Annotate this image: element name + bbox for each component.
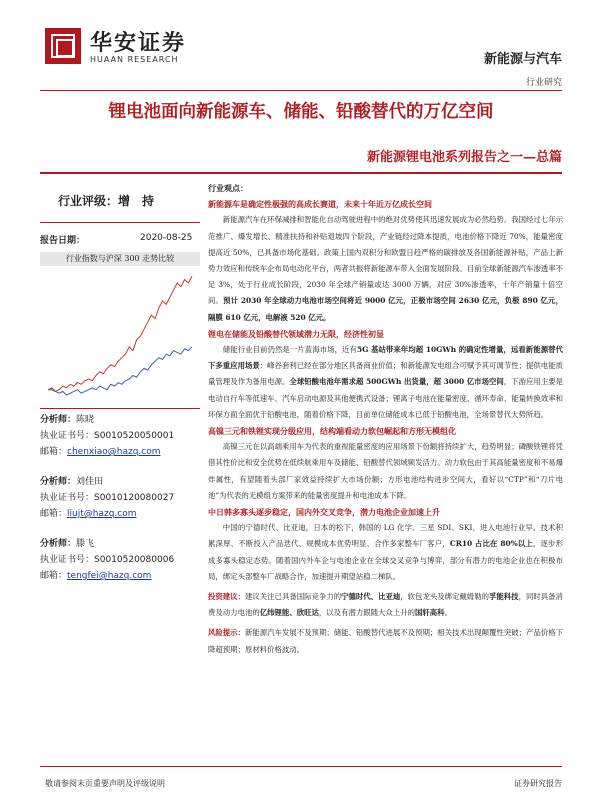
analyst-role: 分析师： [40, 415, 77, 425]
paragraph-text: 新能源汽车发展不及预期；储能、铅酸替代进展不及预期；相关技术出现颠覆性突破；产品价格下降超预期；原材料价格波动。 [208, 628, 563, 654]
highlight-text: 亿纬锂能、欣旺达 [259, 608, 319, 618]
highlight-text: 孚能科技 [489, 592, 519, 602]
analyst-name: 滕飞 [76, 539, 95, 549]
report-date: 2020-08-25 [140, 233, 193, 243]
email-label: 邮箱： [40, 447, 68, 457]
brand-name-en: HUAAN RESEARCH [90, 55, 179, 64]
analyst-block [40, 474, 200, 522]
divider [40, 766, 562, 767]
cert-number: S0010520080006 [94, 555, 175, 565]
analyst-email-row [40, 506, 200, 522]
paragraph-text: ，逐步形成多寡头稳定态势。随着国内外车企与电池企业在全球交叉竞争与博弈，部分有潜力的电池企业也在积极布局，绑定头部整车厂战略合作，加速提升期望站稳二梯队。 [208, 539, 563, 581]
paragraph [208, 212, 563, 325]
paragraph [208, 342, 563, 423]
brand-name: 华安证券 [90, 30, 187, 56]
chart-series-line-0 [48, 276, 192, 391]
invest-label: 投资建议： [208, 592, 245, 602]
rating-value: 增 持 [118, 194, 155, 208]
paragraph-text: ，软包龙头及绑定戴姆勒的 [400, 592, 489, 602]
divider [40, 172, 562, 174]
cert-number: S0010520050001 [94, 431, 175, 441]
paragraph-text: ，下游应用主要是电动自行车等低速车、汽车启动电源及其他便携式设备；锂离子电池在能量密度、循环寿命、能量转换效率和环保方面全面优于铅酸电池，随着价格下降，目前单位储能成本已低于铅酸电池，全场景替代大势所趋。 [208, 377, 563, 419]
paragraph-text: ，以及有潜力跟随大众上升的 [318, 608, 415, 618]
report-type: 行业研究 [525, 78, 562, 88]
risk-label: 风险提示： [208, 628, 245, 638]
section-heading: 中日韩多寡头逐步稳定，国内外交叉竞争，潜力电池企业加速上升 [208, 507, 440, 518]
report-title: 锂电池面向新能源车、储能、铅酸替代的万亿空间 [108, 102, 494, 122]
footer-disclaimer: 敬请参阅末页重要声明及评级说明 [45, 779, 165, 788]
email-label: 邮箱： [40, 509, 68, 519]
highlight-text: 国轩高科 [414, 608, 445, 618]
sector-label: 新能源与汽车 [483, 52, 562, 67]
report-subtitle: 新能源锂电池系列报告之一—总篇 [366, 150, 562, 165]
section-heading: 高镍三元和铁锂实现分级应用，结构端看动力软包崛起和方形无模组化 [208, 426, 456, 437]
analyst-block [40, 536, 200, 584]
paragraph-text: 。 [444, 608, 452, 618]
cert-label: 执业证书号： [40, 493, 95, 503]
highlight-text: 预计 2030 年全球动力电池市场空间将近 9000 亿元，正极市场空间 2630 亿元，负极 890 亿元，隔膜 610 亿元，电解液 520 亿元。 [208, 296, 563, 322]
analyst-name-row [40, 474, 200, 490]
section-heading: 新能源车是确定性极强的高成长赛道，未来十年近万亿成长空间 [208, 199, 432, 210]
analyst-email-link[interactable]: liujt@hazq.com [67, 509, 137, 519]
analyst-email-link[interactable]: tengfei@hazq.com [67, 571, 152, 581]
paragraph-text: ，同时具备消费及动力电池的 [208, 592, 563, 618]
analyst-email-link[interactable]: chenxiao@hazq.com [67, 447, 161, 457]
analyst-email-row [40, 568, 200, 584]
email-label: 邮箱： [40, 571, 68, 581]
paragraph-text: 中国的宁德时代、比亚迪，日本的松下，韩国的 LG 化学、三星 SDI、SKI，进入电池行业早、技术积累深厚、不断投入产品迭代、规模成本优势明显、合作多家整车厂客户， [208, 523, 563, 549]
analyst-cert-row [40, 490, 200, 506]
cert-label: 执业证书号： [40, 555, 95, 565]
chart-series-line-1 [48, 347, 192, 395]
cert-number: S0010120080027 [94, 493, 175, 503]
divider [40, 222, 200, 223]
cert-label: 执业证书号： [40, 431, 95, 441]
footer-label: 证券研究报告 [514, 779, 562, 788]
highlight-text: 宁德时代、比亚迪 [341, 592, 401, 602]
paragraph-text: ：峰谷套利已经在部分地区具备商业价值；和新能源发电组合可赋予其可调节性；提供电能质量管理及作为备用电源。 [208, 361, 563, 387]
paragraph-text: 新能源汽车在环保减排和智能化自动驾驶进程中的绝对优势使其迅速发展成为必然趋势。我国经过七年示范推广、爆发增长、精准扶持和补贴退坡四个阶段，产业链经过降本提质，电池价格下降近 70%，能量密度提高近 50%，已具备市场化基础。政策上国内双积分和欧盟日趋严格的碳排放及各国新能源补贴，产品上新势力效应和传统车企布局电动化平台，两者共振将新能源车带入全面发展阶段。目前全球新能源汽车渗透率不足 3%，处于行业成长阶段，2030 年全球产销量或达 3000 万辆，对应 30%渗透率，十年产销量十倍空间。 [208, 215, 563, 306]
report-body [208, 180, 563, 658]
paragraph: 高镍三元在以高端乘用车为代表的重视能量密度的应用场景下份额将持续扩大，趋势明显；磷酸铁锂将凭借其性价比和安全优势在低续航乘用车及储能、铅酸替代领域频发活力。动力软包由于其高能量密度和不易爆炸属性，有望随着头部厂家效益持续扩大市场份额；方形电池结构进步空间大，看好以“CTP”和“刀片电池”为代表的无模组方案带来的能量密度提升和电池成本下降。 [208, 442, 563, 500]
highlight-text: 5G 基站带来年均超 10GWh 的确定性增量，远看新能源替代下多重应用场景 [208, 345, 563, 371]
analyst-block [40, 412, 200, 460]
analyst-email-row [40, 444, 200, 460]
analyst-cert-row [40, 552, 200, 568]
section-heading: 锂电在储能及铅酸替代领域潜力无限，经济性初显 [208, 328, 384, 339]
index-chart [40, 268, 200, 403]
highlight-text: 全球铅酸电池年需求超 500GWh 出货量，超 3000 亿市场空间 [289, 377, 504, 387]
highlight-text: CR10 占比在 80%以上 [449, 539, 533, 549]
analyst-name: 陈晓 [76, 415, 95, 425]
rating [58, 192, 154, 209]
divider [40, 90, 562, 91]
investment-advice [208, 589, 563, 621]
analyst-name-row [40, 412, 200, 428]
chart-title: 行业指数与沪深 300 走势比较 [40, 252, 200, 266]
analyst-role: 分析师： [40, 539, 77, 549]
analyst-name-row [40, 536, 200, 552]
date-label: 报告日期： [40, 236, 86, 246]
analyst-cert-row [40, 428, 200, 444]
brand-logo [45, 28, 81, 64]
section-label: 行业观点： [208, 183, 248, 193]
rating-label: 行业评级： [58, 194, 119, 208]
analyst-name: 刘佳田 [76, 477, 104, 487]
paragraph [208, 520, 563, 585]
risk-warning [208, 625, 563, 657]
paragraph-text: 储能行业目前仍然是一片蓝海市场，近有 [222, 345, 357, 355]
analyst-role: 分析师： [40, 477, 77, 487]
divider [40, 408, 200, 409]
paragraph-text: 建议关注已具备国际竞争力的 [244, 592, 342, 602]
